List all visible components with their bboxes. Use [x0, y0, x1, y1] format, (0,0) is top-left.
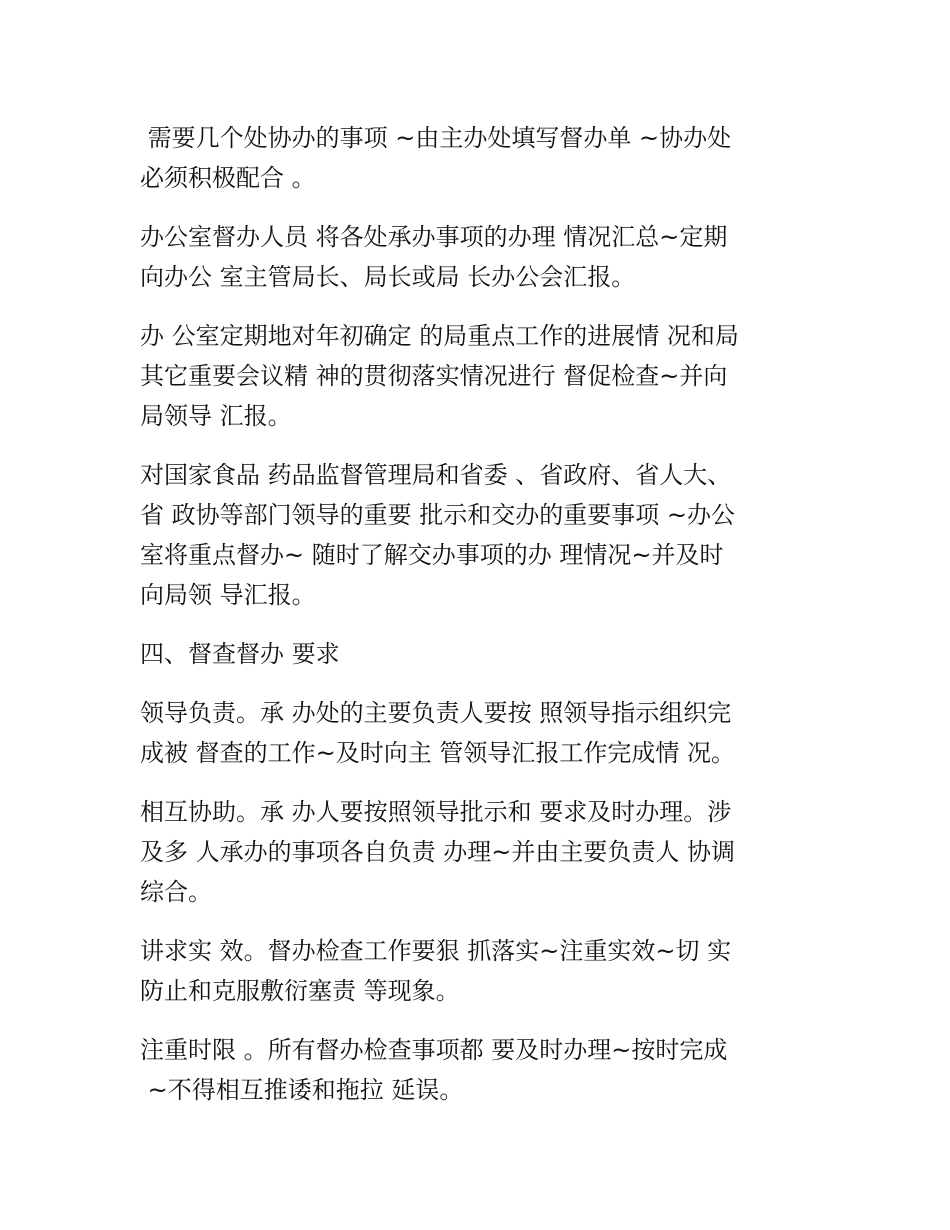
paragraph-effectiveness — [140, 931, 810, 1011]
paragraph-mutual-assistance — [140, 792, 810, 912]
text-line: 室将重点督办~ 随时了解交办事项的办 理情况~并及时 — [140, 541, 724, 569]
text-line: 向局领 导汇报。 — [140, 581, 316, 609]
section-heading-requirements — [140, 634, 810, 674]
text-line: 讲求实 效。督办检查工作要狠 抓落实~注重实效~切 实 — [140, 937, 732, 965]
text-line: 向办公 室主管局长、局长或局 长办公会汇报。 — [140, 263, 636, 291]
text-line: 相互协助。承 办人要按照领导批示和 要求及时办理。涉 — [140, 798, 732, 826]
text-line: 必须积极配合 。 — [140, 164, 316, 192]
text-line: 成被 督查的工作~及时向主 管领导汇报工作完成情 况。 — [140, 739, 735, 767]
text-line: 办 公室定期地对年初确定 的局重点工作的进展情 况和局 — [140, 322, 739, 350]
paragraph-key-work-check — [140, 316, 810, 436]
text-line: 及多 人承办的事项各自负责 办理~并由主要负责人 协调 — [140, 838, 735, 866]
paragraph-leadership-instructions — [140, 455, 810, 615]
heading-text: 四、督查督办 要求 — [140, 640, 340, 668]
paragraph-office-summary — [140, 217, 810, 297]
text-line: 需要几个处协办的事项 ~由主办处填写督办单 ~协办处 — [140, 124, 732, 152]
text-line: 省 政协等部门领导的重要 批示和交办的重要事项 ~办公 — [140, 501, 735, 529]
text-line: 防止和克服敷衍塞责 等现象。 — [140, 977, 460, 1005]
text-line: 对国家食品 药品监督管理局和省委 、省政府、省人大、 — [140, 461, 732, 489]
text-line: 其它重要会议精 神的贯彻落实情况进行 督促检查~并向 — [140, 362, 728, 390]
document-page — [140, 118, 810, 1129]
text-line: ~不得相互推诿和拖拉 延误。 — [140, 1076, 464, 1104]
text-line: 局领导 汇报。 — [140, 402, 292, 430]
paragraph-time-limits — [140, 1030, 810, 1110]
text-line: 综合。 — [140, 878, 212, 906]
text-line: 注重时限 。所有督办检查事项都 要及时办理~按时完成 — [140, 1036, 728, 1064]
text-line: 领导负责。承 办处的主要负责人要按 照领导指示组织完 — [140, 699, 732, 727]
paragraph-coordination — [140, 118, 810, 198]
text-line: 办公室督办人员 将各处承办事项的办理 情况汇总~定期 — [140, 223, 728, 251]
paragraph-leader-responsibility — [140, 693, 810, 773]
